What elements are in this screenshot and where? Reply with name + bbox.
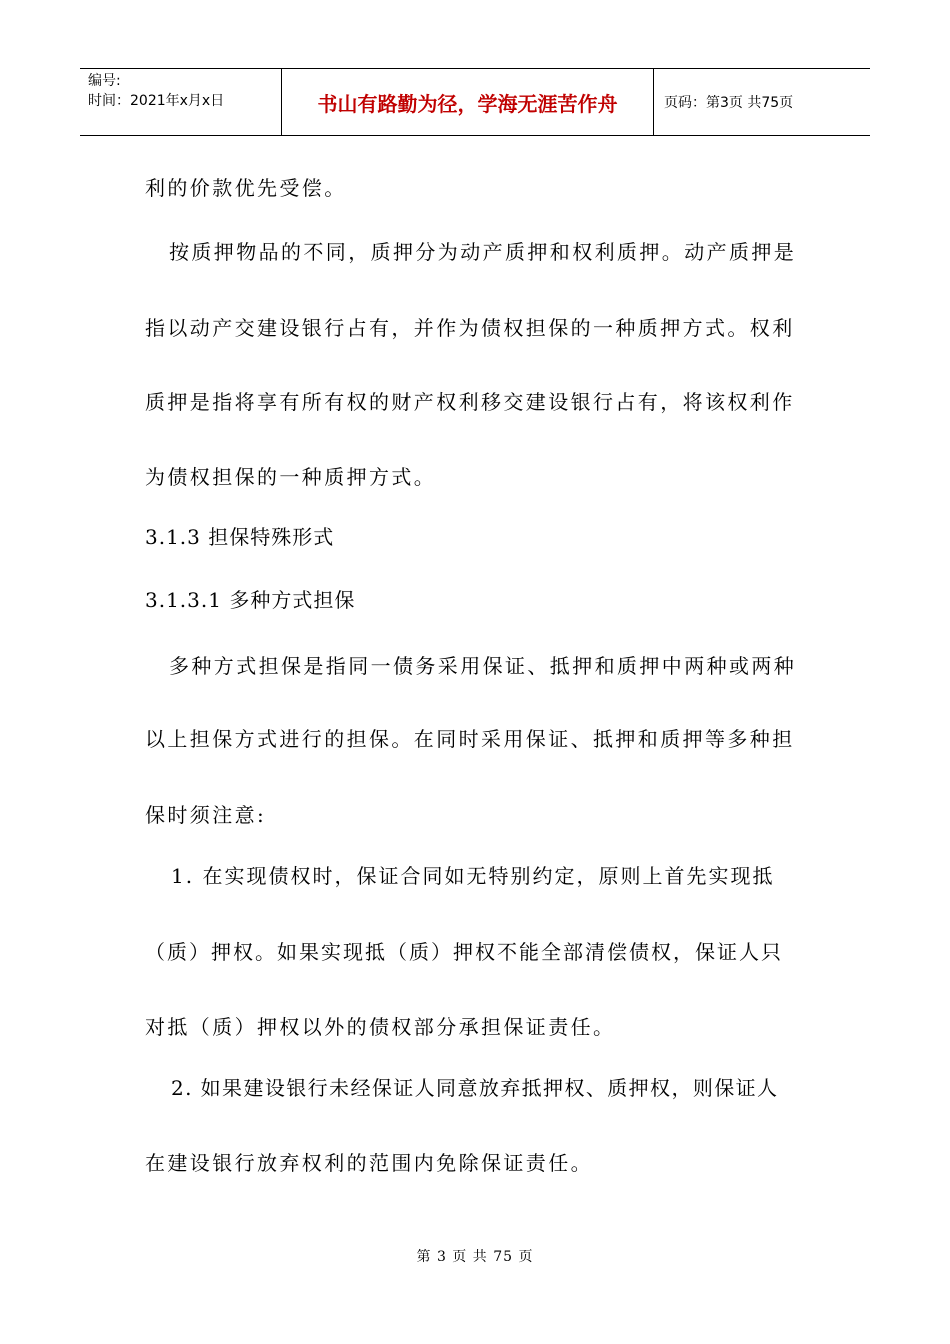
body-line: （质）押权。如果实现抵（质）押权不能全部清偿债权，保证人只 xyxy=(145,940,783,964)
body-line: 以上担保方式进行的担保。在同时采用保证、抵押和质押等多种担 xyxy=(145,727,795,751)
document-number-label: 编号: xyxy=(88,73,121,89)
body-line: 利的价款优先受偿。 xyxy=(145,176,347,200)
header-meta xyxy=(80,69,282,135)
body-line: 按质押物品的不同，质押分为动产质押和权利质押。动产质押是 xyxy=(169,240,797,264)
body-line: 在建设银行放弃权利的范围内免除保证责任。 xyxy=(145,1151,593,1175)
header-motto: 书山有路勤为径，学海无涯苦作舟 xyxy=(282,69,654,135)
document-date-label: 时间：2021年x月x日 xyxy=(88,93,225,109)
subsection-heading: 3.1.3.1 多种方式担保 xyxy=(145,588,356,612)
body-line: 对抵（质）押权以外的债权部分承担保证责任。 xyxy=(145,1015,616,1039)
section-heading: 3.1.3 担保特殊形式 xyxy=(145,525,335,549)
body-line: 质押是指将享有所有权的财产权利移交建设银行占有，将该权利作 xyxy=(145,390,795,414)
page-header xyxy=(80,68,870,136)
list-item: 2. 如果建设银行未经保证人同意放弃抵押权、质押权，则保证人 xyxy=(171,1076,779,1100)
list-item: 1. 在实现债权时，保证合同如无特别约定，原则上首先实现抵 xyxy=(171,864,775,888)
body-line: 指以动产交建设银行占有，并作为债权担保的一种质押方式。权利 xyxy=(145,316,795,340)
body-line: 为债权担保的一种质押方式。 xyxy=(145,465,437,489)
header-page-info: 页码：第3页 共75页 xyxy=(664,95,794,111)
body-line: 多种方式担保是指同一债务采用保证、抵押和质押中两种或两种 xyxy=(169,654,797,678)
page-footer: 第 3 页 共 75 页 xyxy=(416,1249,534,1265)
body-line: 保时须注意: xyxy=(145,803,267,827)
